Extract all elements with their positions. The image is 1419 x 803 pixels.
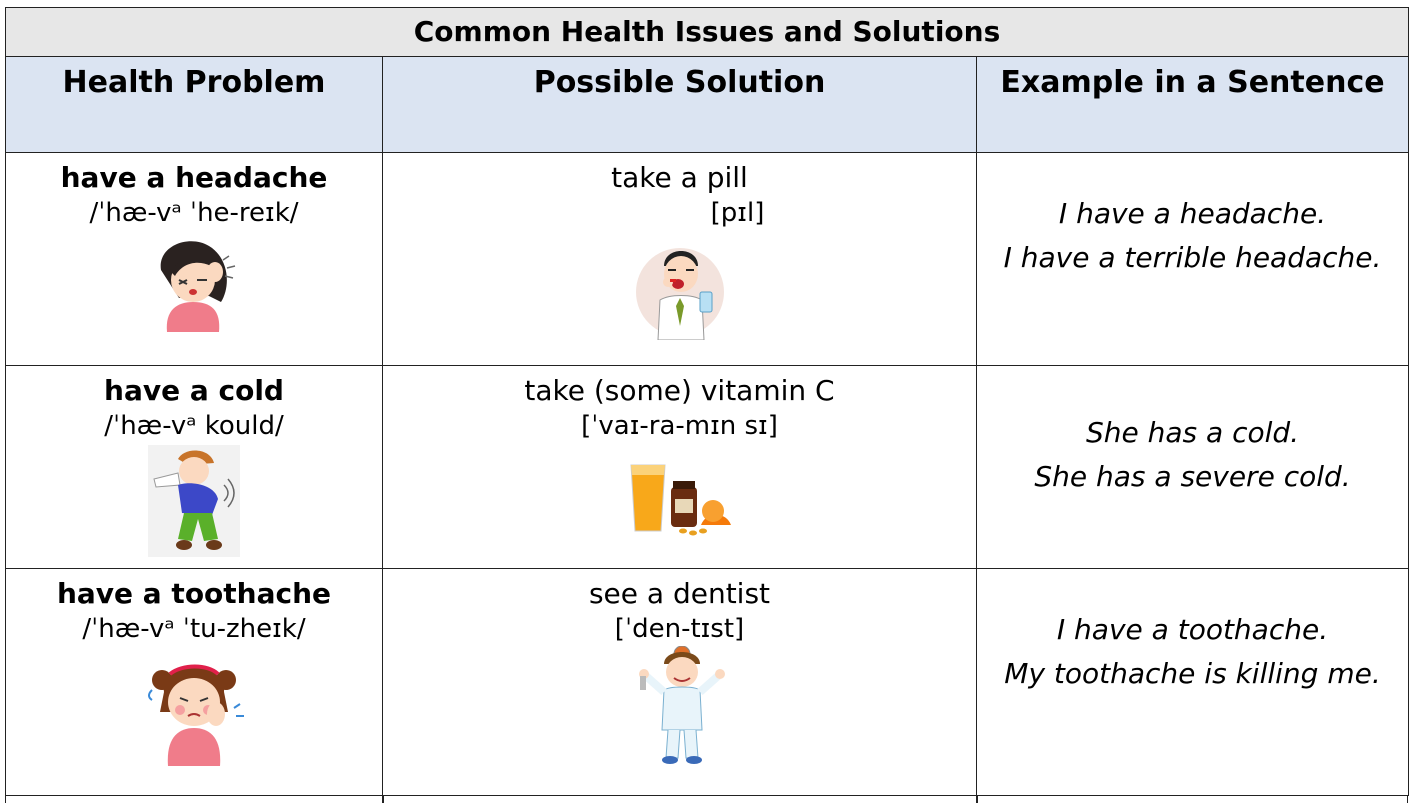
solution-cell (383, 153, 977, 366)
problem-phonetic: /ˈhæ-vᵃ kould/ (104, 411, 284, 441)
example-sentence: My toothache is killing me. (1004, 657, 1381, 690)
example-sentence: I have a terrible headache. (1003, 241, 1382, 274)
column-divider (1407, 795, 1409, 803)
problem-text: have a toothache (56, 577, 332, 610)
health-table (5, 7, 1409, 796)
problem-text: have a cold (104, 374, 284, 407)
problem-cell (6, 569, 383, 796)
column-divider (382, 795, 384, 803)
problem-phonetic: /ˈhæ-vᵃ ˈhe-reɪk/ (89, 198, 299, 228)
problem-cell (6, 366, 383, 569)
column-header-solution: Possible Solution (383, 57, 977, 153)
health-table-sheet (5, 7, 1408, 796)
column-header-example: Example in a Sentence (977, 57, 1409, 153)
example-sentence: She has a cold. (1085, 416, 1300, 449)
juice-vitamins-orange-icon (627, 461, 733, 537)
solution-phonetic: [pɪl] (710, 198, 765, 228)
solution-cell (383, 366, 977, 569)
table-title: Common Health Issues and Solutions (6, 8, 1409, 57)
problem-phonetic: /ˈhæ-vᵃ ˈtu-zheɪk/ (82, 614, 306, 644)
solution-text: take (some) vitamin C (524, 374, 835, 407)
woman-headache-icon (149, 236, 239, 332)
solution-text: take a pill (611, 161, 748, 194)
solution-phonetic: [ˈden-tɪst] (614, 614, 745, 644)
boy-sneezing-icon (148, 445, 240, 557)
example-cell (977, 366, 1409, 569)
next-row-edge (5, 795, 1408, 803)
example-sentence: She has a severe cold. (1034, 460, 1351, 493)
table-row (6, 153, 1409, 366)
man-taking-pill-icon (634, 236, 726, 340)
problem-text: have a headache (60, 161, 328, 194)
problem-cell (6, 153, 383, 366)
header-row (6, 57, 1409, 153)
example-sentence: I have a headache. (1058, 197, 1327, 230)
column-divider (976, 795, 978, 803)
example-cell (977, 153, 1409, 366)
solution-text: see a dentist (588, 577, 771, 610)
girl-toothache-icon (142, 652, 246, 766)
title-row (6, 8, 1409, 57)
table-row (6, 366, 1409, 569)
dentist-icon (632, 646, 728, 766)
column-header-problem: Health Problem (6, 57, 383, 153)
example-sentence: I have a toothache. (1056, 613, 1329, 646)
solution-cell (383, 569, 977, 796)
example-cell (977, 569, 1409, 796)
table-row (6, 569, 1409, 796)
solution-phonetic: [ˈvaɪ-ra-mɪn sɪ] (581, 411, 778, 441)
